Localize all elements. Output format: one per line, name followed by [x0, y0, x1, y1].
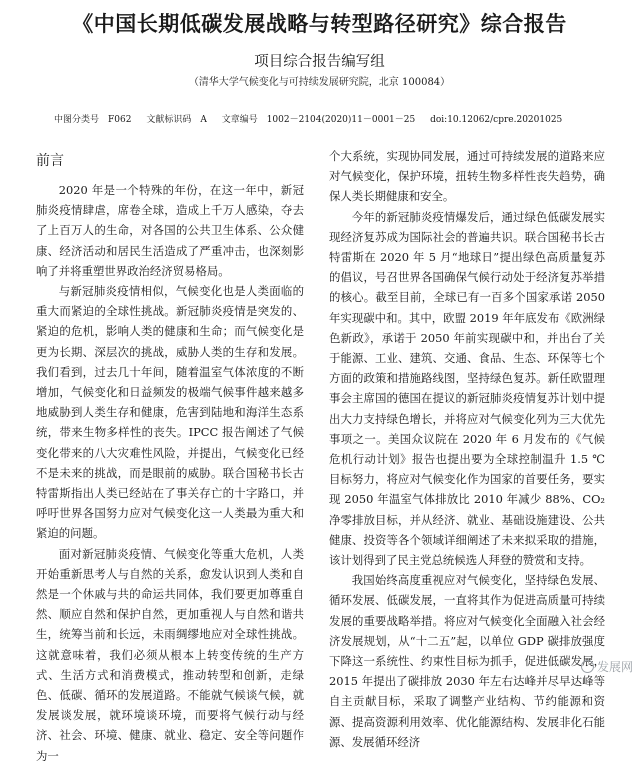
paragraph: 2020 年是一个特殊的年份，在这一年中，新冠肺炎疫情肆虐，席卷全球，造成上千万人感染，夺去了上百万人的生命，对各国的公共卫生体系、公众健康、经济活动和居民生活造成了严重冲击，也深刻影响了并将重塑世界政治经济贸易格局。 — [36, 183, 304, 278]
section-heading: 前言 — [36, 153, 64, 169]
watermark-icon — [581, 660, 594, 673]
watermark — [581, 658, 633, 675]
article-number: 文章编号 1002－2104(2020)11－0001－25 — [221, 115, 416, 125]
watermark-text: 发展网 — [596, 660, 633, 674]
document-code: 文献标识码 A — [146, 115, 207, 125]
paragraph: 面对新冠肺炎疫情、气候变化等重大危机，人类开始重新思考人与自然的关系，愈发认识到人类和自然是一个休戚与共的命运共同体，我们要更加尊重自然、顺应自然和保护自然，更加重视人与自然和谐共生，统筹当前和长远，未雨绸缪地应对全球性挑战。这就意味着，我们必须从根本上转变传统的生产方式、生活方式和消费模式，推动转型和创新，走绿色、低碳、循环的发展道路。不能就气候谈气候，就发展谈发展，就环境谈环境，而要将气候行动与经济、社会、环境、健康、就业、稳定、安全等问题作为一 — [36, 546, 304, 763]
metadata-line — [54, 114, 614, 126]
left-column — [36, 180, 304, 766]
doi: doi:10.12062/cpre.20201025 — [430, 115, 563, 125]
right-column — [329, 146, 605, 752]
classification-number: 中图分类号 F062 — [54, 115, 132, 125]
report-title: 《中国长期低碳发展战略与转型路径研究》综合报告 — [72, 11, 567, 36]
paragraph: 今年的新冠肺炎疫情爆发后，通过绿色低碳发展实现经济复苏成为国际社会的普遍共识。联合国秘书长古特雷斯在 2020 年 5 月“地球日”提出绿色高质量复苏的倡议，号召世界各国确保气候行动处于经济复苏举措的核心。截至目前，全球已有一百多个国家承诺 2050 年实现碳中和。其中，欧盟 2019 年年底发布《欧洲绿色新政》，承诺于 2050 年前实现碳中和，并出台了关于能源、工业、建筑、交通、食品、生态、环保等七个方面的政策和措施路线图，坚持绿色复苏。新任欧盟理事会主席国的德国在提议的新冠肺炎疫情复苏计划中提出大力支持绿色增长，并将应对气候变化列为三大优先事项之一。美国众议院在 2020 年 6 月发布的《气候危机行动计划》报告也提出要为全球控制温升 1.5 ℃ 目标努力，将应对气候变化作为国家的首要任务，要实现 2050 年温室气体排放比 2010 年减少 88%、CO₂ 净零排放目标，并从经济、就业、基础设施建设、公共健康、投资等各个领域详细阐述了未来拟采取的措施，该计划得到了民主党总统候选人拜登的赞赏和支持。 — [329, 209, 605, 568]
paragraph: 与新冠肺炎疫情相似，气候变化也是人类面临的重大而紧迫的全球性挑战。新冠肺炎疫情是突发的、紧迫的危机，影响人类的健康和生命；而气候变化是更为长期、深层次的挑战，威胁人类的生存和发展。我们看到，过去几十年间，随着温室气体浓度的不断增加，气候变化和日益频发的极端气候事件越来越多地威胁到人类生存和健康，危害到陆地和海洋生态系统，带来生物多样性的丧失。IPCC 报告阐述了气候变化带来的八大灾难性风险，并提出，气候变化已经不是未来的挑战，而是眼前的威胁。联合国秘书长古特雷斯指出人类已经站在了事关存亡的十字路口，并呼吁世界各国努力应对气候变化这一人类最为重大和紧迫的问题。 — [36, 284, 304, 541]
affiliation: （清华大学气候变化与可持续发展研究院，北京 100084） — [188, 77, 451, 88]
paragraph: 个大系统，实现协同发展，通过可持续发展的道路来应对气候变化，保护环境，扭转生物多样性丧失趋势，确保人类长期健康和安全。 — [329, 149, 605, 204]
report-subtitle: 项目综合报告编写组 — [254, 54, 385, 70]
paragraph: 我国始终高度重视应对气候变化，坚持绿色发展、循环发展、低碳发展，一直将其作为促进高质量可持续发展的重要战略举措。将应对气候变化全面融入社会经济发展规划，从“十二五”起，以单位 GDP 碳排放强度下降这一系统性、约束性目标为抓手，促进低碳发展，2015 年提出了碳排放 2030 年左右达峰并尽早达峰等自主贡献目标，采取了调整产业结构、节约能源和资源、提高资源利用效率、优化能源结构、发展非化石能源、发展循环经济 — [329, 573, 605, 749]
